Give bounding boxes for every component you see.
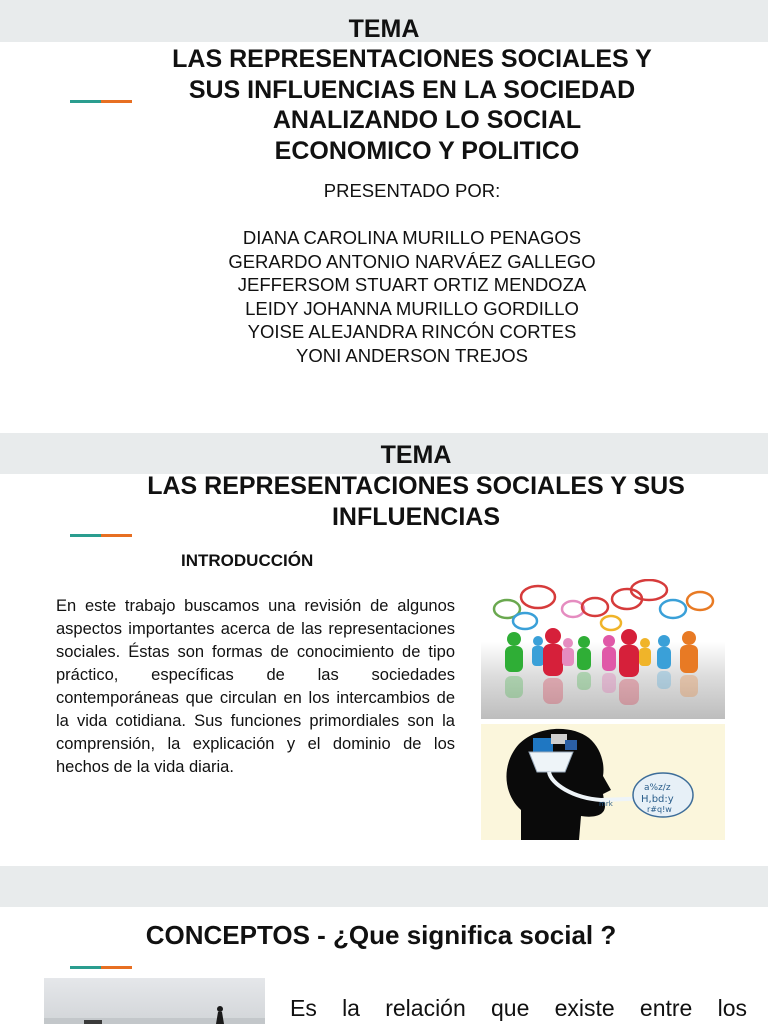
slide-introduction [0,433,768,866]
author-name: LEIDY JOHANNA MURILLO GORDILLO [245,297,579,319]
head-silhouette-image [481,724,725,840]
presented-by: PRESENTADO POR: [323,180,501,201]
slide-top-bar [0,866,768,907]
svg-text:r#q!w: r#q!w [647,805,672,814]
svg-text:H,bd:y: H,bd:y [641,794,674,805]
accent-line [70,966,132,969]
svg-text:a%z/z: a%z/z [644,783,671,793]
intro-paragraph: En este trabajo buscamos una revisión de algunos aspectos importantes acerca de las representaciones sociales. Éstas son formas de conocimiento de tipo práctico, específicas de las sociedades contemporáneas que circulan en los intercambios de la vida cotidiana. Sus funciones primordiales son la comprensión, la explicación y el dominio de los hechos de la vida diaria. [56,597,455,776]
title-line: ECONOMICO Y POLITICO [274,136,580,165]
slide-concepts [0,866,768,1024]
slide-heading: TEMA [380,441,452,469]
slide-title [28,44,768,166]
author-name: YONI ANDERSON TREJOS [296,344,528,366]
author-name: DIANA CAROLINA MURILLO PENAGOS [242,227,582,248]
accent-line [70,534,132,537]
section-heading: INTRODUCCIÓN [181,551,314,570]
concept-paragraph: Es la relación que existe entre los [290,995,747,1021]
slide-title [32,471,768,532]
author-list [28,226,768,368]
author-name: YOISE ALEJANDRA RINCÓN CORTES [247,321,577,343]
svg-text:mrk: mrk [599,800,613,808]
people-speech-bubbles-image [481,579,725,719]
slide-title [0,0,768,410]
slide-heading: TEMA [348,15,420,43]
title-line: SUS INFLUENCIAS EN LA SOCIEDAD [188,75,636,104]
slide-heading: CONCEPTOS - ¿Que significa social ? [145,920,617,950]
title-line: LAS REPRESENTACIONES SOCIALES Y [172,45,652,73]
author-name: GERARDO ANTONIO NARVÁEZ GALLEGO [228,250,596,272]
author-name: JEFFERSOM STUART ORTIZ MENDOZA [237,274,587,296]
concept-image [44,978,265,1024]
title-line: INFLUENCIAS [331,502,501,531]
title-line: LAS REPRESENTACIONES SOCIALES Y SUS [147,472,685,500]
title-line: ANALIZANDO LO SOCIAL [272,106,582,134]
